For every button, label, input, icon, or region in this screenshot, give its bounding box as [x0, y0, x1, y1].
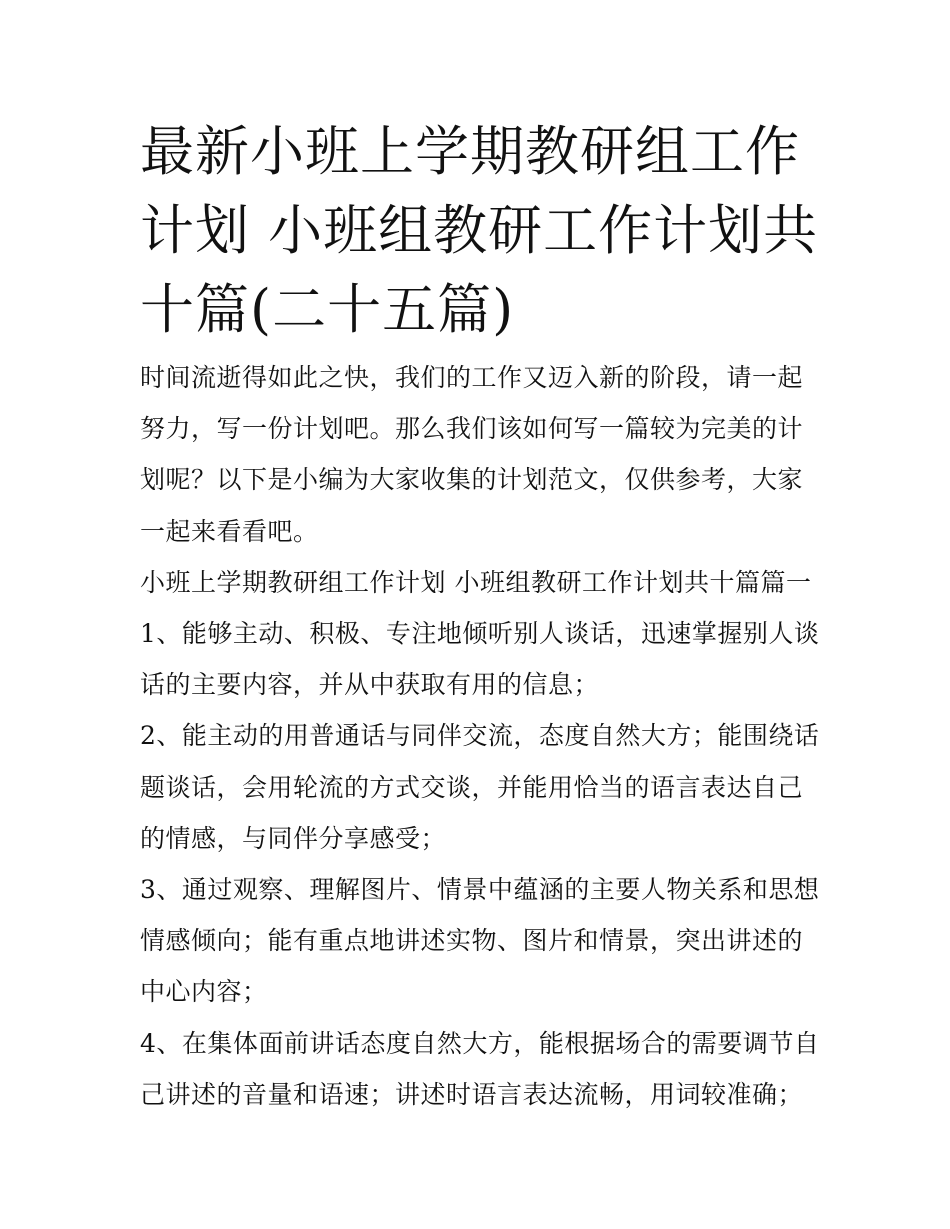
section-heading: 小班上学期教研组工作计划 小班组教研工作计划共十篇篇一: [140, 567, 812, 597]
list-item-1: 1、能够主动、积极、专注地倾听别人谈话，迅速掌握别人谈话的主要内容，并从中获取有用的信息；: [140, 619, 820, 700]
document-body: [140, 352, 820, 1120]
document-title: 最新小班上学期教研组工作计划 小班组教研工作计划共十篇(二十五篇): [140, 120, 819, 341]
list-item-4: 4、在集体面前讲话态度自然大方，能根据场合的需要调节自己讲述的音量和语速；讲述时语言表达流畅，用词较准确；: [140, 1028, 820, 1109]
intro-paragraph: 时间流逝得如此之快，我们的工作又迈入新的阶段，请一起努力，写一份计划吧。那么我们该如何写一篇较为完美的计划呢？以下是小编为大家收集的计划范文，仅供参考，大家一起来看看吧。: [140, 363, 804, 546]
list-item-2: 2、能主动的用普通话与同伴交流，态度自然大方；能围绕话题谈话，会用轮流的方式交谈，并能用恰当的语言表达自己的情感，与同伴分享感受；: [140, 721, 820, 853]
list-item-3: 3、通过观察、理解图片、情景中蕴涵的主要人物关系和思想情感倾向；能有重点地讲述实物、图片和情景，突出讲述的中心内容；: [140, 875, 820, 1007]
